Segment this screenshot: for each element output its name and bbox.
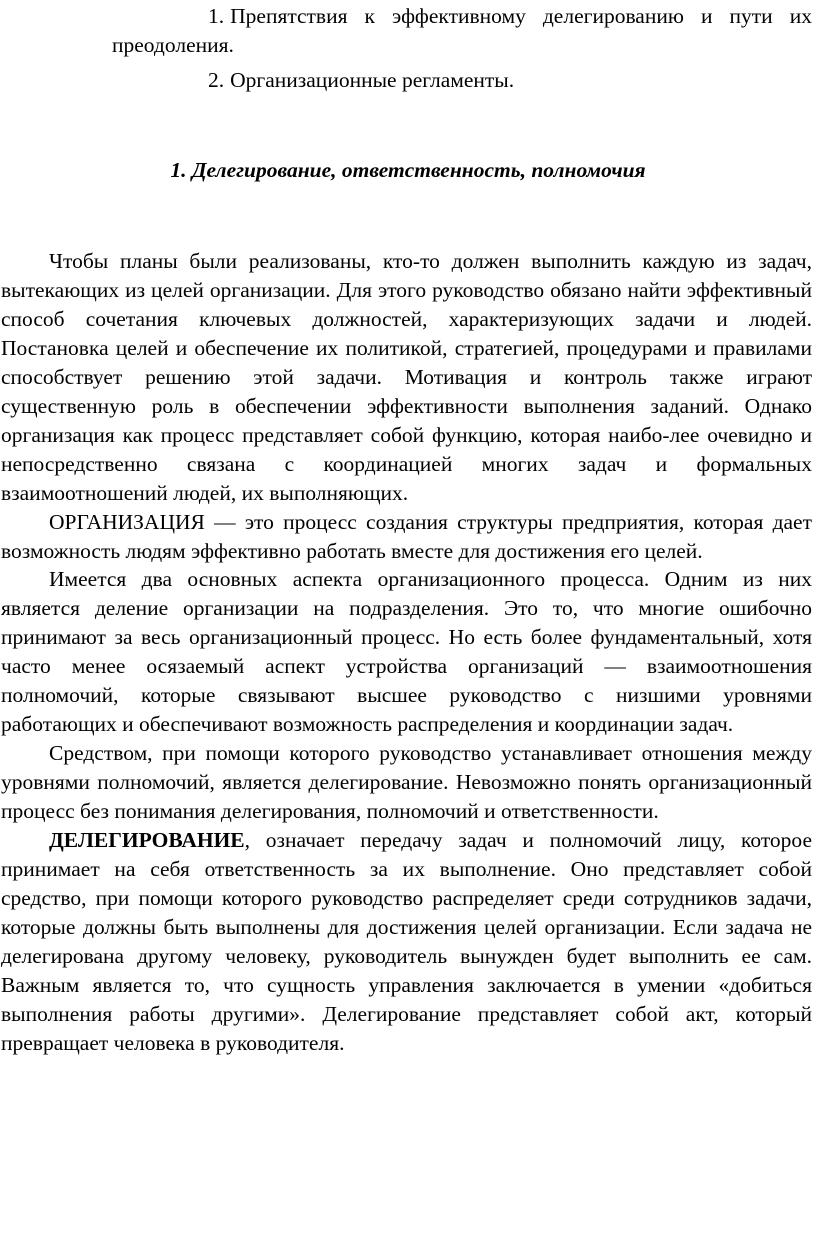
- body-text: [1, 247, 812, 1058]
- table-of-contents: [112, 2, 812, 95]
- paragraph-3: Имеется два основных аспекта организационного процесса. Одним из них является деление организации на подразделения. Это то, что многие ошибочно принимают за весь организационный процесс. Но есть более фундаментальный, хотя часто менее осязаемый аспект устройства организаций — взаимоотношения полномочий, которые связывают высшее руководство с низшими уровнями работающих и обеспечивают возможность распределения и координации задач.: [1, 567, 812, 737]
- toc-item-2-number: 2.: [208, 68, 225, 92]
- paragraph-2: ОРГАНИЗАЦИЯ — это процесс создания структуры предприятия, которая дает возможность людям эффективно работать вместе для достижения его целей.: [1, 509, 812, 563]
- toc-item-1-text: Препятствия к эффективному делегированию и пути их преодоления.: [112, 4, 812, 57]
- paragraph-5: [1, 826, 812, 1058]
- paragraph-5-text: , означает передачу задач и полномочий лицу, которое принимает на себя ответственность за их выполнение. Оно представляет собой средство, при помощи которого руководство распределяет среди сотрудников задачи, которые должны быть выполнены для достижения целей организации. Если задача не делегирована другому человеку, руководитель вынужден будет выполнить ее сам. Важным является то, что сущность управления заключается в умении «добиться выполнения работы другими». Делегирование представляет собой акт, который превращает человека в руководителя.: [1, 828, 812, 1055]
- toc-item-2-text: Организационные регламенты.: [230, 68, 515, 92]
- paragraph-1: Чтобы планы были реализованы, кто-то должен выполнить каждую из задач, вытекающих из целей организации. Для этого руководство обязано найти эффективный способ сочетания ключевых должностей, характеризующих задачи и людей. Постановка целей и обеспечение их политикой, стратегией, процедурами и правилами способствует решению этой задачи. Мотивация и контроль также играют существенную роль в обеспечении эффективности выполнения заданий. Однако организация как процесс представляет собой функцию, которая наибо-лее очевидно и непосредственно связана с координацией многих задач и формальных взаимоотношений людей, их выполняющих.: [1, 249, 812, 505]
- section-heading: 1. Делегирование, ответственность, полномочия: [170, 158, 646, 182]
- toc-item-2: [112, 66, 812, 95]
- toc-item-1: [112, 2, 812, 60]
- paragraph-4: Средством, при помощи которого руководство устанавливает отношения между уровнями полномочий, является делегирование. Невозможно понять организационный процесс без понимания делегирования, полномочий и ответственности.: [1, 741, 812, 824]
- toc-item-1-number: 1.: [208, 4, 225, 28]
- term-delegation: ДЕЛЕГИРОВАНИЕ: [49, 828, 245, 853]
